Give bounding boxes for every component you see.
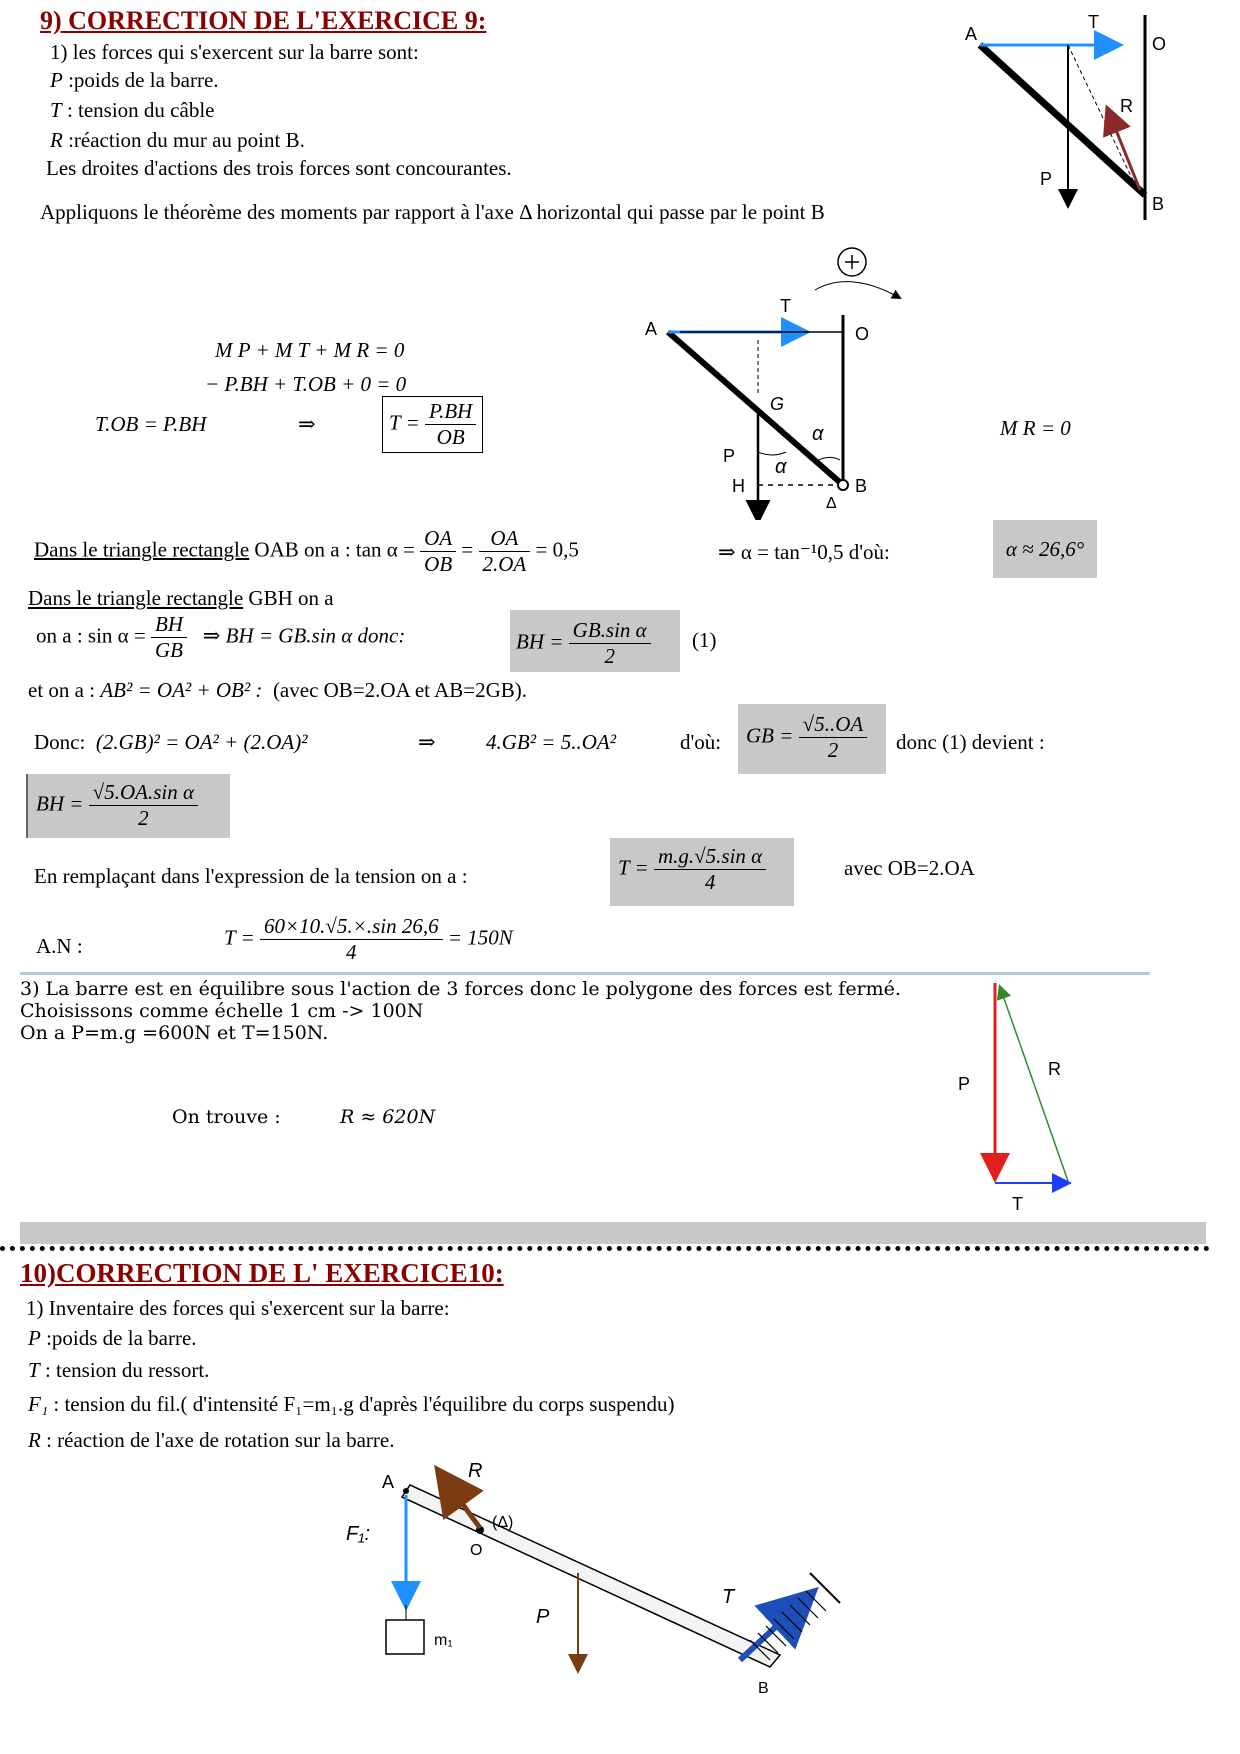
- bar: [668, 332, 843, 485]
- ex10-q1-intro: 1) Inventaire des forces qui s'exercent sur la barre:: [26, 1296, 450, 1320]
- vector-p: P: [50, 68, 63, 92]
- label-a: A: [645, 319, 658, 339]
- gray-band: [20, 1222, 1206, 1244]
- q3-line1: 3) La barre est en équilibre sous l'action de 3 forces donc le polygone des forces est fermé.: [20, 978, 901, 1000]
- eq-t-ob: T.OB = P.BH: [95, 412, 207, 436]
- ex9-figure-bar-wall: [960, 0, 1170, 220]
- label-g: G: [770, 394, 785, 414]
- ex10-force-t: T : tension du ressort.: [28, 1358, 210, 1382]
- ex9-q1-intro: 1) les forces qui s'exercent sur la barre sont:: [50, 40, 419, 64]
- eq-4gb2: 4.GB² = 5..OA²: [486, 730, 616, 754]
- label-o: O: [855, 324, 870, 344]
- dotted-separator: [0, 1246, 1210, 1251]
- implies-symbol-2: ⇒: [418, 730, 436, 754]
- label-r: R: [1120, 96, 1133, 116]
- t-formula-box: T = $\frac{P.BH}{OB}$: [382, 396, 483, 453]
- label-t: T: [722, 1586, 735, 1608]
- ex10-force-f1: F₁ : tension du fil.( d'intensité F₁=m₁.g d'après l'équilibre du corps suspendu): [28, 1392, 675, 1416]
- ex9-moment-intro: Appliquons le théorème des moments par rapport à l'axe Δ horizontal qui passe par le point B: [40, 200, 825, 224]
- ex9-figure-moments: [640, 240, 920, 520]
- label-delta: (Δ): [492, 1514, 514, 1531]
- ex10-title: 10)CORRECTION DE L' EXERCICE10:: [20, 1258, 504, 1288]
- eq-mr-zero: M R = 0: [1000, 416, 1071, 440]
- dou-label: d'où:: [680, 730, 722, 754]
- avec-label: avec OB=2.OA: [844, 856, 975, 880]
- alpha-result: α ≈ 26,6°: [993, 520, 1097, 578]
- label-t: T: [1012, 1194, 1023, 1214]
- ex9-force-t: T : tension du câble: [50, 98, 215, 122]
- label-a: A: [382, 1472, 395, 1492]
- ex10-figure-bar-spring: [340, 1455, 900, 1695]
- vector-t: T: [50, 98, 62, 122]
- bh2-formula-box: BH = $\frac{\text{√5.OA.sin α}}{2}$: [26, 774, 230, 838]
- force-polygon: [950, 975, 1130, 1215]
- label-t: T: [780, 296, 791, 316]
- sin-alpha-line: on a : sin α = $\frac{BH}{GB}$ ⇒ BH = GB.sin α donc:: [36, 612, 406, 662]
- label-a: A: [965, 24, 978, 44]
- ex9-concurrent: Les droites d'actions des trois forces sont concourantes.: [46, 156, 512, 180]
- ex9-force-r: R :réaction du mur au point B.: [50, 128, 305, 152]
- label-o: O: [1152, 34, 1167, 54]
- t2-formula-box: T = $\frac{\text{m.g.√5.sin α}}{4}$: [610, 838, 794, 906]
- triangle-gbh-line: Dans le triangle rectangle GBH on a: [28, 586, 334, 610]
- pivot-b: [838, 480, 848, 490]
- label-b: B: [1152, 194, 1165, 214]
- label-r: R: [1048, 1059, 1061, 1079]
- bar: [980, 45, 1145, 195]
- q3-line3: On a P=m.g =600N et T=150N.: [20, 1022, 329, 1044]
- q3-line2: Choisissons comme échelle 1 cm -> 100N: [20, 1000, 424, 1022]
- label-p: P: [1040, 169, 1053, 189]
- implies-symbol: ⇒: [298, 412, 316, 436]
- donc-line: Donc: (2.GB)² = OA² + (2.OA)²: [34, 730, 308, 754]
- rotation-arrow: [815, 282, 900, 298]
- eq-ref-1: (1): [692, 628, 717, 652]
- gb-formula-box: GB = $\frac{√5..OA}{2}$: [738, 704, 886, 774]
- an-label: A.N :: [36, 934, 83, 958]
- eq-moments: M P + M T + M R = 0: [215, 338, 405, 362]
- label-delta: Δ: [826, 495, 837, 512]
- vector-r-arrow: [1000, 987, 1068, 1181]
- alpha-derivation: ⇒ α = tan⁻¹0,5 d'où:: [718, 540, 890, 564]
- ex10-force-r: R : réaction de l'axe de rotation sur la barre.: [28, 1428, 395, 1452]
- q3-find: On trouve :: [172, 1106, 281, 1128]
- triangle-oab-line: Dans le triangle rectangle OAB on a : tan α = $\frac{OA}{OB}$ = $\frac{OA}{2.OA}$ = 0,5: [34, 526, 579, 576]
- label-alpha-2: α: [775, 456, 787, 478]
- pythagoras-line: et on a : AB² = OA² + OB² : (avec OB=2.OA et AB=2GB).: [28, 678, 528, 702]
- replace-line: En remplaçant dans l'expression de la tension on a :: [34, 864, 468, 888]
- label-p: P: [723, 446, 736, 466]
- ex9-title: 9) CORRECTION DE L'EXERCICE 9:: [40, 6, 487, 35]
- mass-m1: [386, 1620, 424, 1654]
- label-p: P: [958, 1074, 971, 1094]
- bar: [402, 1485, 780, 1667]
- label-r: R: [468, 1460, 483, 1482]
- vector-r: R: [50, 128, 63, 152]
- label-alpha-1: α: [812, 423, 824, 445]
- label-p: P: [536, 1606, 550, 1628]
- label-t: T: [1088, 12, 1099, 32]
- label-b: B: [758, 1680, 769, 1695]
- spring-mount: [810, 1573, 840, 1603]
- label-f1: F₁:: [346, 1523, 371, 1545]
- label-h: H: [732, 476, 745, 496]
- ex9-force-p: P :poids de la barre.: [50, 68, 219, 92]
- label-m1: m₁: [434, 1632, 453, 1649]
- ex10-force-p: P :poids de la barre.: [28, 1326, 197, 1350]
- svg-text:⊕: ⊕: [842, 252, 859, 274]
- bh-formula-box: BH = $\frac{\text{GB.sin α}}{2}$: [510, 610, 680, 672]
- label-o: O: [470, 1542, 483, 1559]
- dashed-line: [1068, 45, 1140, 195]
- devient-label: donc (1) devient :: [896, 730, 1045, 754]
- an-formula: T = $\frac{60\times 10.√5.\times.\sin 26,6}{4}$ = 150N: [224, 914, 513, 964]
- q3-result: R ≈ 620N: [340, 1106, 436, 1128]
- eq-moments-expanded: − P.BH + T.OB + 0 = 0: [205, 372, 407, 396]
- label-b: B: [855, 476, 868, 496]
